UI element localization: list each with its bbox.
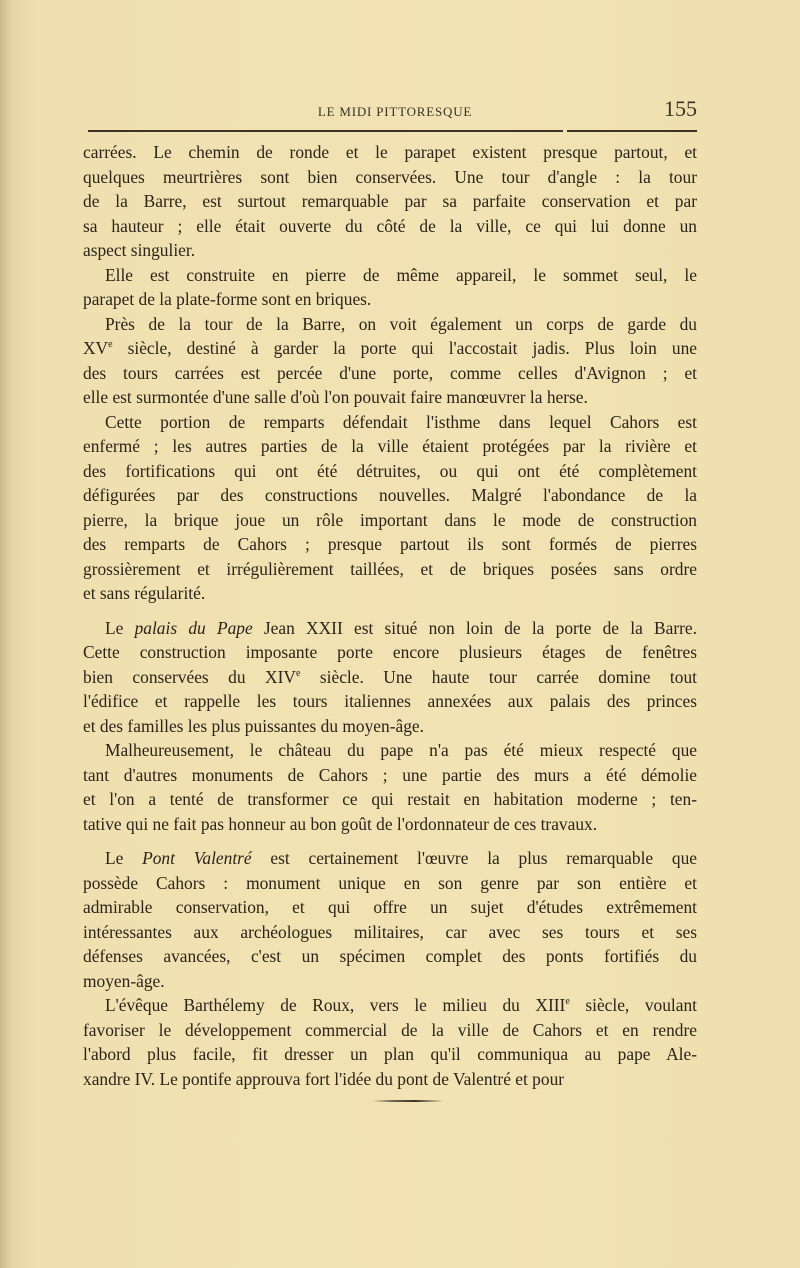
- superscript: e: [108, 339, 113, 351]
- superscript: e: [295, 667, 301, 679]
- text-line: tative qui ne fait pas honneur au bon goût de l'ordonnateur de ces travaux.: [83, 813, 598, 834]
- text-run: Le: [105, 848, 143, 868]
- text-run: siècle. Une haute tour carrée domine tout: [300, 666, 697, 687]
- text-line: moyen-âge.: [83, 970, 165, 991]
- text-line: favoriser le développement commercial de la ville de Cahors et en rendre: [83, 1019, 697, 1040]
- superscript: e: [565, 996, 570, 1008]
- text-line: et l'on a tenté de transformer ce qui restait en habitation moderne ; ten-: [83, 789, 697, 809]
- text-line: et sans régularité.: [83, 583, 206, 603]
- text-line: parapet de la plate-forme sont en briques.: [83, 289, 372, 309]
- text-line: aspect singulier.: [83, 240, 196, 260]
- text-line: admirable conservation, et qui offre un sujet d'études extrêmement: [83, 897, 697, 917]
- text-run: est certainement l'œuvre la plus remarquable que: [251, 848, 697, 868]
- text-line: et des familles les plus puissantes du moyen-âge.: [83, 715, 424, 736]
- running-title: LE MIDI PITTORESQUE: [317, 104, 473, 119]
- text-line: Cette construction imposante porte encore plusieurs étages de fenêtres: [83, 642, 697, 662]
- text-line: xandre IV. Le pontife approuva fort l'idée du pont de Valentré et pour: [83, 1068, 565, 1089]
- text-line: intéressantes aux archéologues militaires, car avec ses tours et ses: [83, 921, 697, 942]
- text-line: [83, 846, 697, 871]
- text-line: possède Cahors : monument unique en son genre par son entière et: [83, 872, 697, 893]
- text-line: pierre, la brique joue un rôle important dans le mode de construction: [83, 509, 697, 530]
- text-run: siècle, destiné à garder la porte qui l'accostait jadis. Plus loin une: [112, 338, 697, 358]
- paragraph: [83, 312, 697, 410]
- text-line: Malheureusement, le château du pape n'a pas été mieux respecté que: [105, 740, 697, 760]
- text-line: des fortifications qui ont été détruites, ou qui ont été complètement: [83, 460, 697, 481]
- text-run: Le: [105, 617, 135, 638]
- paragraph: [83, 993, 697, 1091]
- text-run: L'évêque Barthélemy de Roux, vers le milieu du XIII: [105, 995, 566, 1015]
- text-line: Cette portion de remparts défendait l'isthme dans lequel Cahors est: [105, 411, 697, 432]
- text-line: Près de la tour de la Barre, on voit également un corps de garde du: [105, 313, 697, 334]
- text-line: [83, 993, 697, 1018]
- text-line: de la Barre, est surtout remarquable par sa parfaite conservation et par: [83, 191, 697, 211]
- text-line: Elle est construite en pierre de même appareil, le sommet seul, le: [105, 264, 697, 285]
- end-ornament: [372, 1100, 444, 1102]
- text-line: quelques meurtrières sont bien conservées. Une tour d'angle : la tour: [83, 166, 697, 187]
- paragraph: [83, 410, 697, 606]
- text-line: défigurées par des constructions nouvelles. Malgré l'abondance de la: [83, 485, 697, 505]
- text-line: des remparts de Cahors ; presque partout ils sont formés de pierres: [83, 534, 697, 554]
- paragraph: [83, 263, 697, 312]
- paragraph: [83, 616, 697, 739]
- text-line: carrées. Le chemin de ronde et le parapet existent presque partout, et: [83, 142, 697, 162]
- text-run: XV: [83, 338, 109, 358]
- paragraph: [83, 738, 697, 836]
- text-run: bien conservées du XIV: [83, 666, 296, 687]
- body-text: [83, 140, 697, 1091]
- page-number: 155: [664, 96, 697, 121]
- text-line: l'édifice et rappelle les tours italiennes annexées aux palais des princes: [83, 691, 697, 711]
- text-line: défenses avancées, c'est un spécimen complet des ponts fortifiés du: [83, 946, 697, 966]
- paragraph: [83, 846, 697, 993]
- text-run: Jean XXII est situé non loin de la porte de la Barre.: [252, 617, 697, 638]
- text-line: [83, 665, 697, 690]
- text-line: grossièrement et irrégulièrement taillées, et de briques posées sans ordre: [83, 558, 697, 579]
- italic-term: palais du Pape: [134, 617, 253, 638]
- text-line: enfermé ; les autres parties de la ville étaient protégées par la rivière et: [83, 436, 697, 456]
- text-line: [83, 336, 697, 361]
- text-run: siècle, voulant: [569, 995, 697, 1015]
- text-line: des tours carrées est percée d'une porte, comme celles d'Avignon ; et: [83, 362, 697, 383]
- text-line: l'abord plus facile, fit dresser un plan qu'il communiqua au pape Ale-: [83, 1044, 697, 1064]
- italic-term: Pont Valentré: [142, 848, 252, 868]
- text-line: elle est surmontée d'une salle d'où l'on pouvait faire manœuvrer la herse.: [83, 387, 588, 407]
- text-line: sa hauteur ; elle était ouverte du côté de la ville, ce qui lui donne un: [83, 215, 697, 236]
- text-line: [83, 616, 697, 641]
- text-line: tant d'autres monuments de Cahors ; une partie des murs a été démolie: [83, 764, 697, 785]
- paragraph: [83, 140, 697, 263]
- header-rule: [88, 130, 563, 132]
- header-rule-right: [567, 130, 697, 132]
